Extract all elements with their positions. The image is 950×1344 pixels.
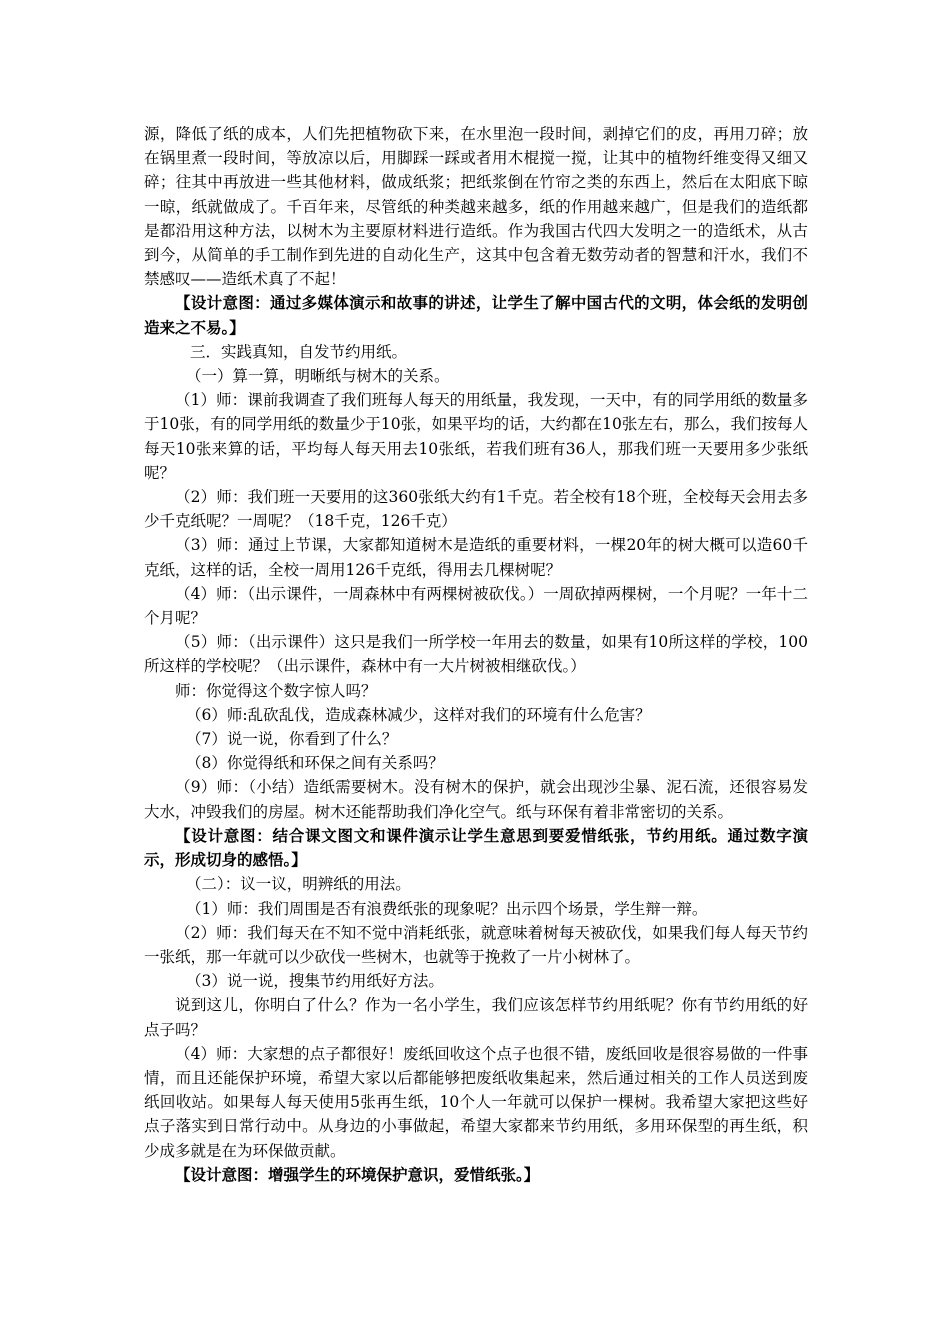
paragraph-step-9: （9）师：（小结）造纸需要树木。没有树木的保护，就会出现沙尘暴、泥石流，还很容易发大水，冲毁我们的房屋。树木还能帮助我们净化空气。纸与环保有着非常密切的关系。 xyxy=(144,778,808,821)
paragraph-papermaking-process: 源，降低了纸的成本，人们先把植物砍下来，在水里泡一段时间，剥掉它们的皮，再用刀碎；放在锅里煮一段时间，等放凉以后，用脚踩一踩或者用木棍搅一搅，让其中的植物纤维变得又细又碎；往其中再放进一些其他材料，做成纸浆；把纸浆倒在竹帘之类的东西上，然后在太阳底下晾一晾，纸就做成了。千百年来，尽管纸的种类越来越多，纸的作用越来越广，但是我们的造纸都是都沿用这种方法，以树木为主要原材料进行造纸。作为我国古代四大发明之一的造纸术，从古到今，从简单的手工制作到先进的自动化生产，这其中包含着无数劳动者的智慧和汗水，我们不禁感叹——造纸术真了不起！ xyxy=(144,125,808,289)
design-intent-3: 【设计意图：增强学生的环境保护意识，爱惜纸张。】 xyxy=(175,1164,540,1184)
paragraph-discuss-question: 说到这儿，你明白了什么？作为一名小学生，我们应该怎样节约用纸呢？你有节约用纸的好点子吗？ xyxy=(144,996,808,1039)
subsection-heading-2: （二）：议一议，明辨纸的用法。 xyxy=(186,875,411,894)
design-intent-1: 【设计意图：通过多媒体演示和故事的讲述，让学生了解中国古代的文明，体会纸的发明创造来之不易。】 xyxy=(144,293,808,337)
paragraph-discuss-2: （2）师：我们每天在不知不觉中消耗纸张，就意味着树每天被砍伐，如果我们每人每天节约一张纸，那一年就可以少砍伐一些树木，也就等于挽救了一片小树林了。 xyxy=(144,923,808,966)
paragraph-step-4: （4）师：（出示课件，一周森林中有两棵树被砍伐。）一周砍掉两棵树，一个月呢？一年十二个月呢？ xyxy=(144,584,808,628)
paragraph-step-2: （2）师：我们班一天要用的这360张纸大约有1千克。若全校有18个班，全校每天会用去多少千克纸呢？一周呢？（18千克，126千克） xyxy=(144,488,808,531)
subsection-heading-1: （一）算一算，明晰纸与树木的关系。 xyxy=(186,367,450,386)
paragraph-discuss-4: （4）师：大家想的点子都很好！废纸回收这个点子也很不错，废纸回收是很容易做的一件事情，而且还能保护环境，希望大家以后都能够把废纸收集起来，然后通过相关的工作人员送到废纸回收站。如果每人每天使用5张再生纸，10个人一年就可以保护一棵树。我希望大家把这些好点子落实到日常行动中。从身边的小事做起，希望大家都来节约用纸，多用环保型的再生纸，积少成多就是在为环保做贡献。 xyxy=(144,1044,808,1160)
paragraph-step-7: （7）说一说，你看到了什么？ xyxy=(186,730,398,749)
paragraph-discuss-1: （1）师：我们周围是否有浪费纸张的现象呢？出示四个场景，学生辩一辩。 xyxy=(186,899,708,918)
design-intent-2: 【设计意图：结合课文图文和课件演示让学生意思到要爱惜纸张，节约用纸。通过数字演示，形成切身的感悟。】 xyxy=(144,825,808,870)
document-page xyxy=(144,122,808,1187)
paragraph-step-3: （3）师：通过上节课，大家都知道树木是造纸的重要材料，一棵20年的树大概可以造60千克纸，这样的话，全校一周用126千克纸，得用去几棵树呢？ xyxy=(144,536,808,579)
paragraph-step-6: （6）师:乱砍乱伐，造成森林减少，这样对我们的环境有什么危害？ xyxy=(186,705,651,724)
paragraph-teacher-question: 师：你觉得这个数字惊人吗？ xyxy=(175,681,377,700)
paragraph-discuss-3: （3）说一说，搜集节约用纸好方法。 xyxy=(186,972,444,991)
paragraph-step-1: （1）师：课前我调查了我们班每人每天的用纸量，我发现，一天中，有的同学用纸的数量多于10张，有的同学用纸的数量少于10张，如果平均的话，大约都在10张左右，那么，我们按每人每天10张来算的话，平均每人每天用去10张纸，若我们班有36人，那我们班一天要用多少张纸呢？ xyxy=(144,391,808,482)
paragraph-step-5: （5）师：（出示课件）这只是我们一所学校一年用去的数量，如果有10所这样的学校，100所这样的学校呢？（出示课件，森林中有一大片树被相继砍伐。） xyxy=(144,633,808,676)
paragraph-step-8: （8）你觉得纸和环保之间有关系吗？ xyxy=(186,754,444,773)
section-heading-3: 三．实践真知，自发节约用纸。 xyxy=(190,342,408,361)
